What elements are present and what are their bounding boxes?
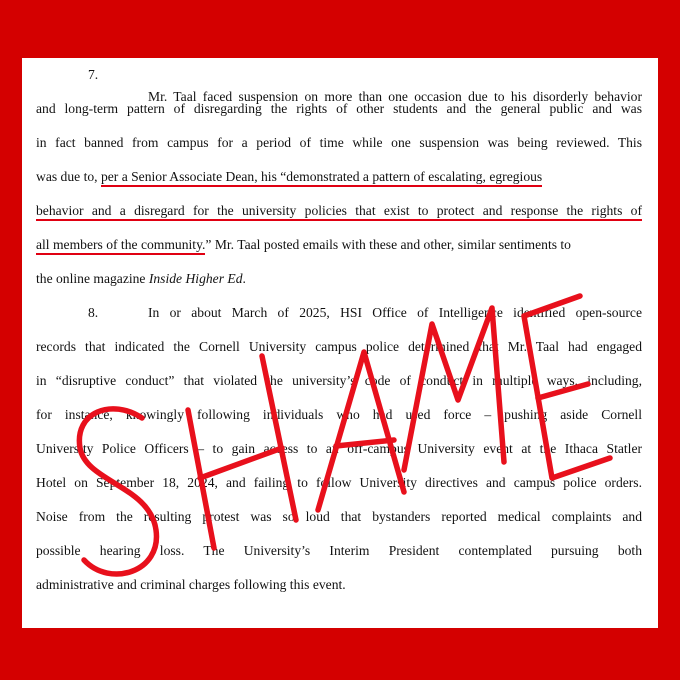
paragraph-7-line-6 xyxy=(36,234,642,256)
quote-underlined-3: all members of the community. xyxy=(36,237,205,255)
paragraph-7-line-4 xyxy=(36,166,642,188)
paragraph-8-number: 8. xyxy=(88,305,99,320)
paragraph-7-line-1 xyxy=(36,64,642,104)
paragraph-8-line-9: administrative and criminal charges following this event. xyxy=(36,577,346,592)
line-7-suffix: . xyxy=(242,271,246,286)
paragraph-8-text: In or about March of 2025, HSI Office of Intelligence identified open-source xyxy=(148,305,642,320)
paragraph-7-line-5 xyxy=(36,200,642,222)
paragraph-8-line-8: possible hearing loss. The University’s Interim President contemplated pursuing both xyxy=(36,543,642,558)
paragraph-7-number: 7. xyxy=(88,67,99,82)
paragraph-7-line-7 xyxy=(36,268,642,290)
paragraph-8-line-2: records that indicated the Cornell University campus police determined that Mr. Taal had engaged xyxy=(36,339,642,354)
line-6-rest: ” Mr. Taal posted emails with these and other, similar sentiments to xyxy=(205,237,571,252)
paragraph-8-line-6: Hotel on September 18, 2024, and failing to follow University directives and campus police orders. xyxy=(36,475,642,490)
paragraph-7-text: Mr. Taal faced suspension on more than one occasion due to his disorderly behavior xyxy=(148,89,642,104)
quote-underlined-1: per a Senior Associate Dean, his “demonstrated a pattern of escalating, egregious xyxy=(101,169,542,187)
quote-underlined-2: behavior and a disregard for the university policies that exist to protect and response the rights of xyxy=(36,203,642,221)
paragraph-8-line-3: in “disruptive conduct” that violated the university’s code of conduct in multiple ways, including, xyxy=(36,373,642,388)
line-4-prefix: was due to, xyxy=(36,169,101,184)
magazine-name: Inside Higher Ed xyxy=(148,271,243,286)
paragraph-7-line-2: and long-term pattern of disregarding the rights of other students and the general public and was xyxy=(36,101,642,116)
paragraph-8-line-4: for instance, knowingly following individuals who had used force – pushing aside Cornell xyxy=(36,407,642,422)
paragraph-8-line-1 xyxy=(36,302,642,324)
line-7-prefix: the online magazine xyxy=(36,271,149,286)
paragraph-8-line-5: University Police Officers – to gain access to an off-campus University event at the Ithaca Statler xyxy=(36,441,642,456)
paragraph-8-line-7: Noise from the resulting protest was so loud that bystanders reported medical complaints and xyxy=(36,509,642,524)
document-page xyxy=(22,58,658,628)
paragraph-7-line-3: in fact banned from campus for a period of time while one suspension was being reviewed. This xyxy=(36,135,642,150)
